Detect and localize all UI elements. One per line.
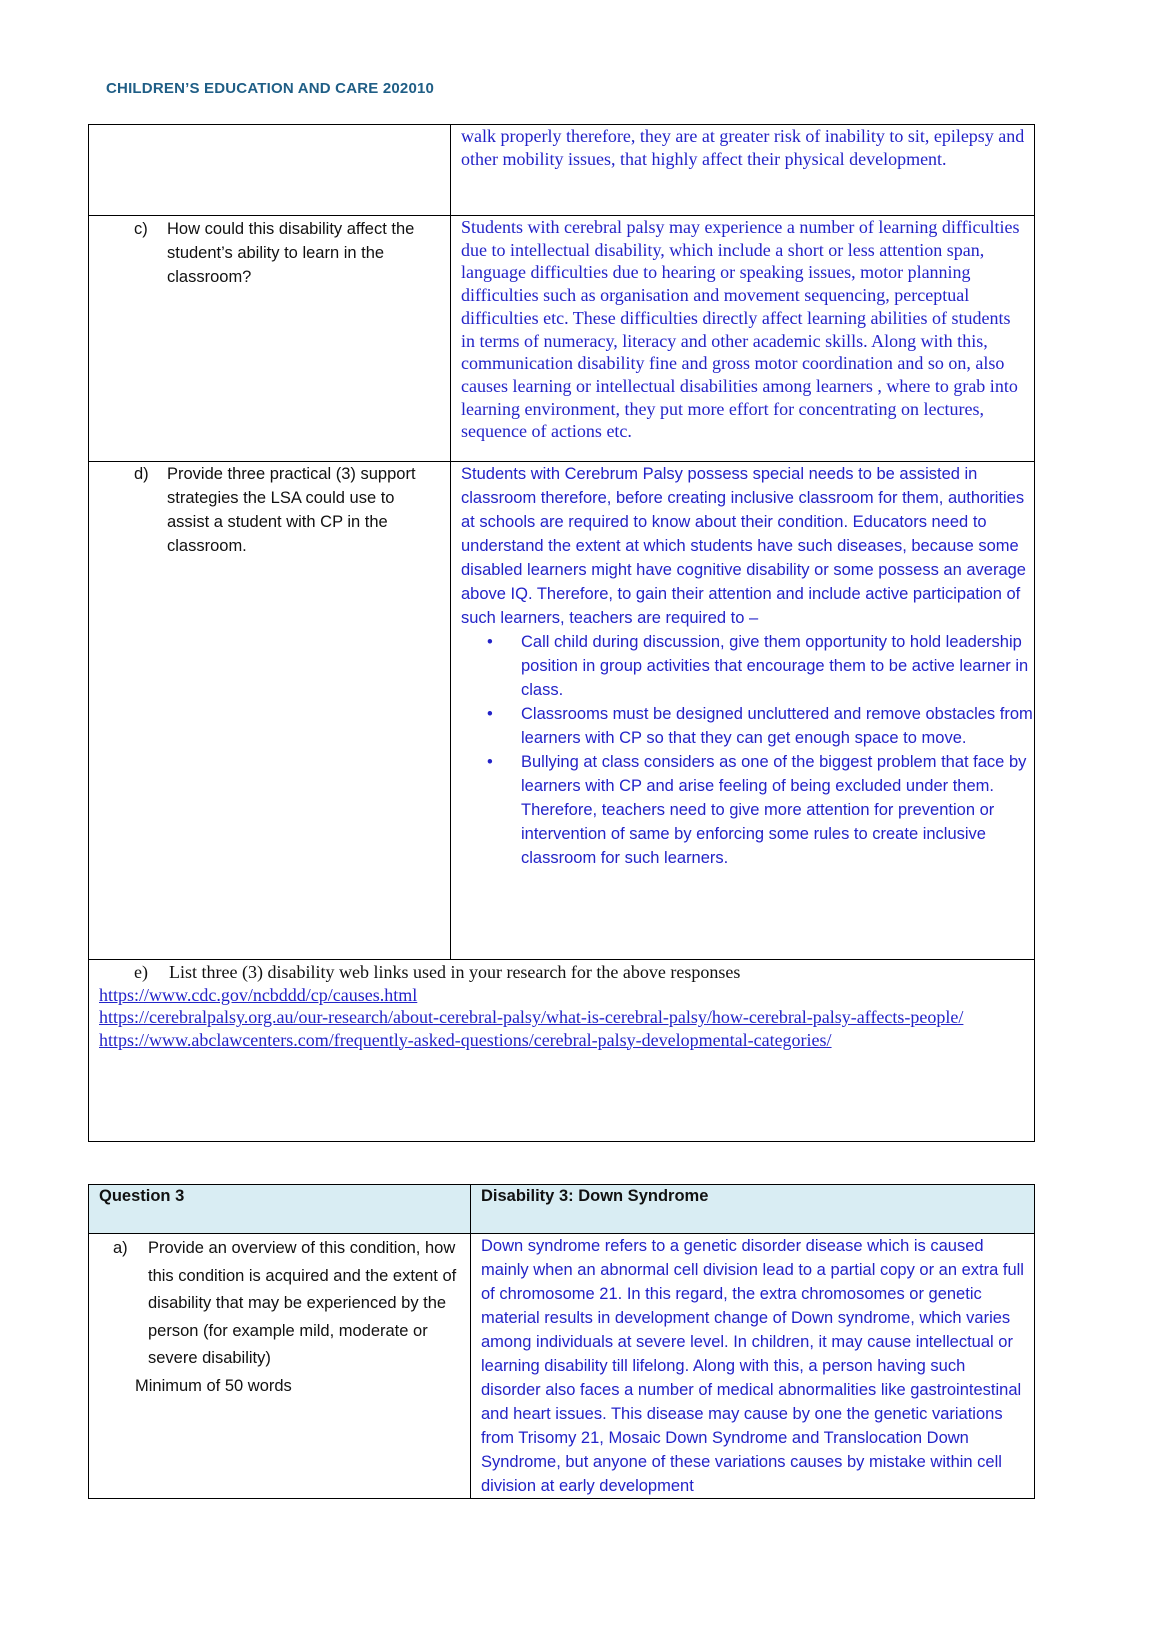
web-link[interactable]: https://www.cdc.gov/ncbddd/cp/causes.html [99, 984, 418, 1005]
answer-cell [451, 125, 1035, 216]
question-label: c) [134, 220, 148, 238]
disability-heading: Disability 3: Down Syndrome [471, 1185, 1035, 1234]
question-cell [89, 216, 451, 462]
question-text: Provide an overview of this condition, how this condition is acquired and the extent of disability that may be experienced by the person (for example mild, moderate or severe disability) [148, 1239, 457, 1367]
question-label: d) [134, 465, 149, 483]
answer-text: Students with cerebral palsy may experience a number of learning difficulties due to intellectual disability, which include a short or less attention span, language difficulties due to hearing or speaking issues, motor planning difficulties such as organisation and movement sequencing, perceptual difficulties etc. These difficulties directly affect learning abilities of students in terms of numeracy, literacy and other academic skills. Along with this, communication disability fine and gross motor coordination and so on, also causes learning or intellectual disabilities among learners , where to grab into learning environment, they put more effort for concentrating on lectures, sequence of actions etc. [461, 217, 1020, 442]
links-cell [89, 960, 1035, 1142]
answer-cell [451, 216, 1035, 462]
table-row [89, 1234, 1035, 1499]
page-header-title: CHILDREN’S EDUCATION AND CARE 202010 [106, 80, 435, 97]
table-row [89, 216, 1035, 462]
question-label: a) [113, 1239, 128, 1257]
question-number-heading: Question 3 [89, 1185, 471, 1234]
web-link[interactable]: https://cerebralpalsy.org.au/our-research/about-cerebral-palsy/what-is-cerebral-palsy/how-cerebral-palsy-affects-people/ [99, 1007, 964, 1027]
table-row [89, 125, 1035, 216]
web-link[interactable]: https://www.abclawcenters.com/frequently-asked-questions/cerebral-palsy-developmental-categories/ [99, 1029, 832, 1050]
table-row [89, 960, 1035, 1142]
answer-cell [451, 462, 1035, 960]
word-count-note: Minimum of 50 words [135, 1376, 292, 1395]
answer-intro-text: Students with Cerebrum Palsy possess special needs to be assisted in classroom therefore, before creating inclusive classroom for them, authorities at schools are required to know about their condition. Educators need to understand the extent at which students have such diseases, because some disabled learners might have cognitive disability or some possess an average above IQ. Therefore, to gain their attention and include active participation of such learners, teachers are required to – [461, 465, 1026, 627]
table-header-row [89, 1185, 1035, 1234]
cerebral-palsy-table [88, 124, 1035, 1142]
question-text: How could this disability affect the student’s ability to learn in the classroom? [167, 220, 415, 286]
question-label: e) [134, 962, 148, 982]
answer-cell [471, 1234, 1035, 1499]
question-cell [89, 462, 451, 960]
question-text: List three (3) disability web links used in your research for the above responses [169, 962, 741, 982]
question-cell-empty [89, 125, 451, 216]
list-item: • Classrooms must be designed uncluttered and remove obstacles from learners with CP so that they can get enough space to move. [521, 702, 1034, 750]
list-item: • Call child during discussion, give them opportunity to hold leadership position in group activities that encourage them to be active learner in class. [521, 630, 1034, 702]
list-item: • Bullying at class considers as one of the biggest problem that face by learners with CP and arise feeling of being excluded under them. Therefore, teachers need to give more attention for prevention or intervention of same by enforcing some rules to create inclusive classroom for such learners. [521, 750, 1034, 870]
strategy-list [451, 630, 1034, 870]
down-syndrome-table [88, 1184, 1035, 1499]
answer-continuation-text: walk properly therefore, they are at greater risk of inability to sit, epilepsy and other mobility issues, that highly affect their physical development. [461, 126, 1025, 169]
table-row [89, 462, 1035, 960]
answer-text: Down syndrome refers to a genetic disorder disease which is caused mainly when an abnormal cell division lead to a partial copy or an extra full of chromosome 21. In this regard, the extra chromosomes or genetic material results in development change of Down syndrome, which varies among individuals at severe level. In children, it may cause intellectual or learning disability till lifelong. Along with this, a person having such disorder also faces a number of medical abnormalities like gastrointestinal and heart issues. This disease may cause by one the genetic variations from Trisomy 21, Mosaic Down Syndrome and Translocation Down Syndrome, but anyone of these variations causes by mistake within cell division at early development [481, 1237, 1024, 1495]
question-text: Provide three practical (3) support strategies the LSA could use to assist a student with CP in the classroom. [167, 465, 416, 555]
question-cell [89, 1234, 471, 1499]
